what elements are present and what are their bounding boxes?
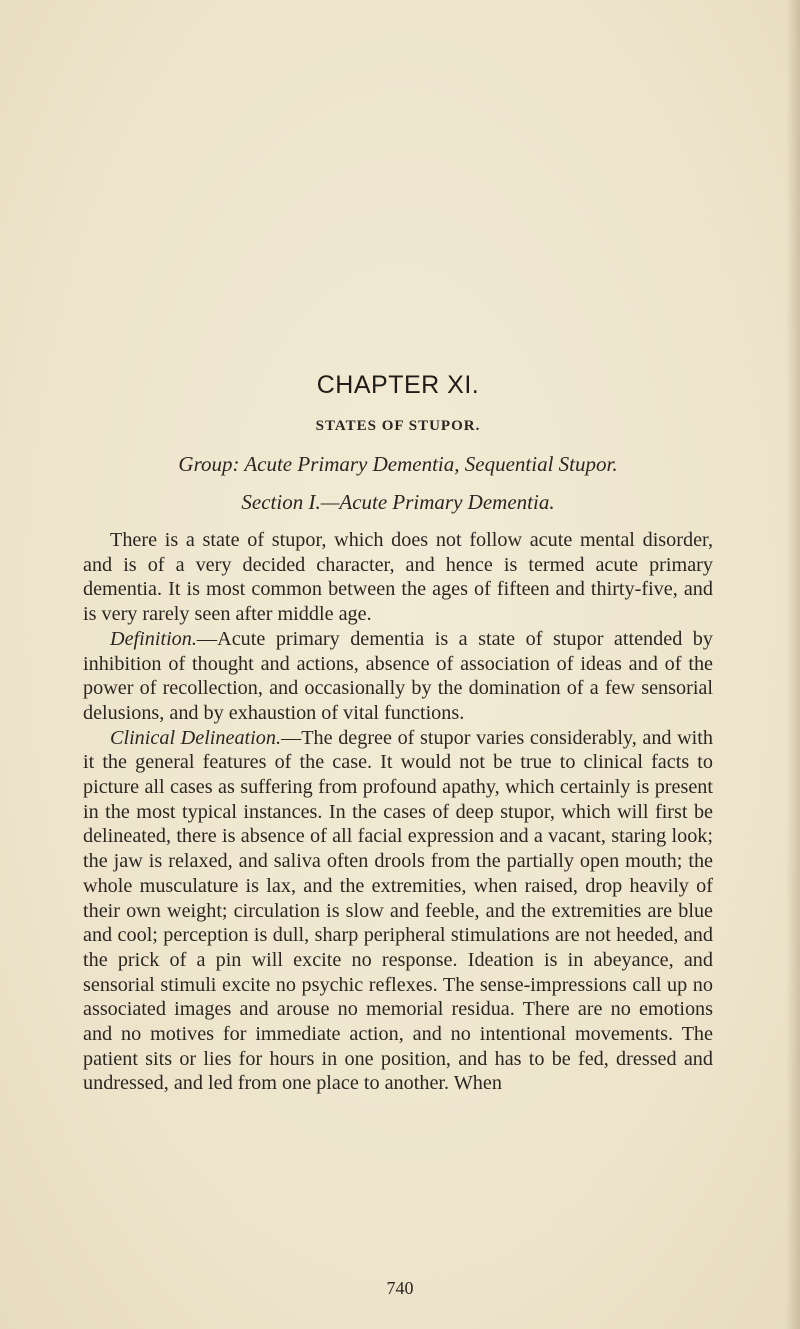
text-block [83,370,713,1096]
chapter-heading: CHAPTER XI. [316,371,480,399]
section-heading: Section I.—Acute Primary Dementia. [241,490,555,514]
paragraph-intro [83,528,713,627]
paragraph-body: There is a state of stupor, which does not follow acute mental disorder, and is of a very decided character, and hence is termed acute primary dementia. It is most common between the ages of fifteen and thirty-five, and is very rarely seen after middle age. [83,529,713,626]
paragraph-clinical-delineation [83,726,713,1097]
paragraph-definition [83,627,713,726]
page-number: 740 [386,1278,414,1298]
chapter-subheading: STATES OF STUPOR. [315,418,481,434]
paragraph-lead: Clinical Delineation. [110,726,282,749]
page-edge-shadow [786,0,800,1329]
paragraph-body: —Acute primary dementia is a state of stupor attended by inhibition of thought and actions, absence of association of ideas and of the power of recollection, and occasionally by the domination of a few sensorial delusions, and by exhaustion of vital functions. [83,627,713,724]
group-heading: Group: Acute Primary Dementia, Sequential Stupor. [178,452,618,476]
paragraph-body: —The degree of stupor varies considerably, and with it the general features of the case. It would not be true to clinical facts to picture all cases as suffering from profound apathy, which certainly is present in the most typical instances. In the cases of deep stupor, which will first be delineated, there is absence of all facial expression and a vacant, staring look; the jaw is relaxed, and saliva often drools from the partially open mouth; the whole musculature is lax, and the extremities, when raised, drop heavily of their own weight; circulation is slow and feeble, and the extremities are blue and cool; perception is dull, sharp peripheral stimulations are not heeded, and the prick of a pin will excite no response. Ideation is in abeyance, and sensorial stimuli excite no psychic reflexes. The sense-impressions call up no associated images and arouse no memorial residua. There are no emotions and no motives for immediate action, and no intentional movements. The patient sits or lies for hours in one position, and has to be fed, dressed and undressed, and led from one place to another. When [83,726,713,1095]
paragraph-lead: Definition. [110,627,197,650]
